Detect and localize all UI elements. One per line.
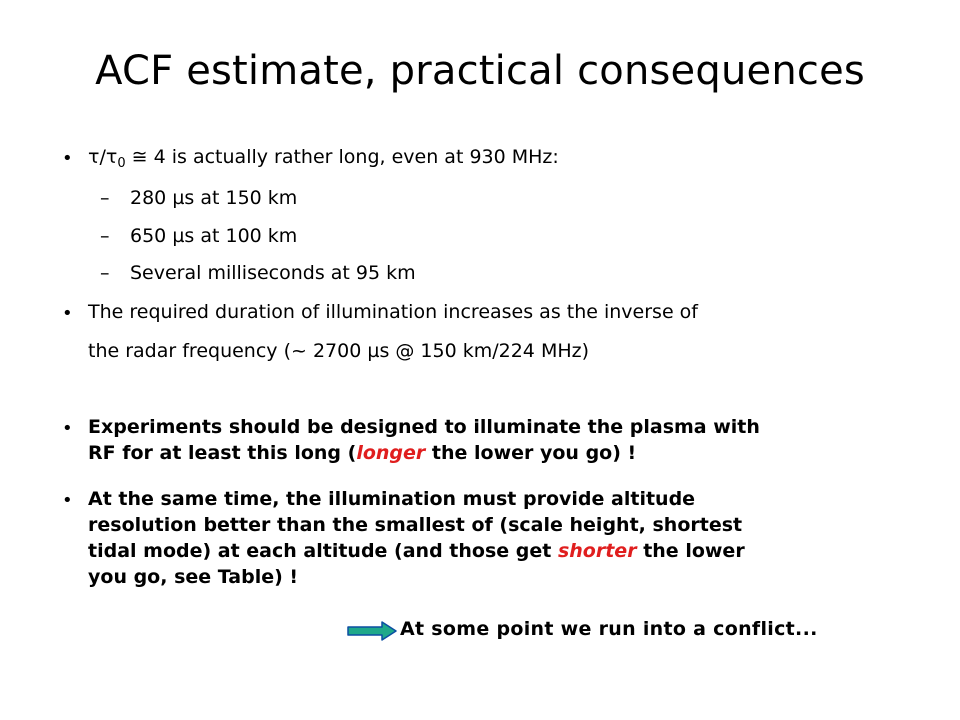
bullet-4-marker: • bbox=[62, 490, 73, 511]
bullet-1-marker: • bbox=[62, 148, 73, 169]
right-arrow-icon bbox=[346, 620, 398, 642]
bullet-2-marker: • bbox=[62, 303, 73, 324]
sub-bullet-1 bbox=[130, 187, 297, 209]
sub-1-text: s at 150 km bbox=[184, 187, 298, 209]
bullet-3-line-2-post: the lower you go) ! bbox=[431, 442, 637, 464]
bullet-2-line-2-pre: the radar frequency (~ 2700 bbox=[88, 340, 362, 362]
sub-bullet-3: Several milliseconds at 95 km bbox=[130, 262, 416, 284]
bullet-1-text: is actually rather long, even at 930 MHz: bbox=[171, 146, 559, 168]
conclusion-text: At some point we run into a conflict... bbox=[400, 618, 818, 640]
sub-3-dash: – bbox=[100, 262, 110, 284]
bullet-4-line-3-post: the lower bbox=[643, 540, 745, 562]
bullet-3-line-1: Experiments should be designed to illuminate the plasma with bbox=[88, 416, 760, 438]
bullet-3-line-2 bbox=[88, 442, 636, 464]
bullet-2-line-2 bbox=[88, 340, 589, 362]
bullet-2-line-1: The required duration of illumination increases as the inverse of bbox=[88, 301, 698, 323]
slide-title: ACF estimate, practical consequences bbox=[95, 48, 865, 94]
sub-1-value: 280 bbox=[130, 187, 167, 209]
bullet-4-line-3-pre: tidal mode) at each altitude (and those get bbox=[88, 540, 552, 562]
mu-symbol: µ bbox=[172, 187, 185, 209]
sub-bullet-2 bbox=[130, 225, 297, 247]
tau0-symbol: τ bbox=[105, 146, 118, 168]
sub-2-value: 650 bbox=[130, 225, 167, 247]
bullet-3-marker: • bbox=[62, 418, 73, 439]
sub-2-text: s at 100 km bbox=[184, 225, 298, 247]
sub-2-dash: – bbox=[100, 225, 110, 247]
mu-symbol: µ bbox=[367, 340, 380, 362]
bullet-4-line-1: At the same time, the illumination must provide altitude bbox=[88, 488, 696, 510]
bullet-2-line-2-post: s @ 150 km/224 MHz) bbox=[379, 340, 590, 362]
tau0-subscript: 0 bbox=[117, 156, 126, 171]
bullet-3-line-2-pre: RF for at least this long ( bbox=[88, 442, 357, 464]
sub-1-dash: – bbox=[100, 187, 110, 209]
approx-symbol: ≅ bbox=[131, 146, 148, 168]
bullet-4-line-3 bbox=[88, 540, 745, 562]
mu-symbol: µ bbox=[172, 225, 185, 247]
tau-symbol: τ bbox=[88, 146, 100, 168]
bullet-4-line-4: you go, see Table) ! bbox=[88, 566, 299, 588]
slash: / bbox=[99, 146, 106, 168]
emphasis-shorter: shorter bbox=[557, 540, 637, 562]
ratio-value: 4 bbox=[153, 146, 166, 168]
bullet-1 bbox=[88, 146, 559, 171]
emphasis-longer: longer bbox=[356, 442, 426, 464]
bullet-4-line-2: resolution better than the smallest of (scale height, shortest bbox=[88, 514, 743, 536]
